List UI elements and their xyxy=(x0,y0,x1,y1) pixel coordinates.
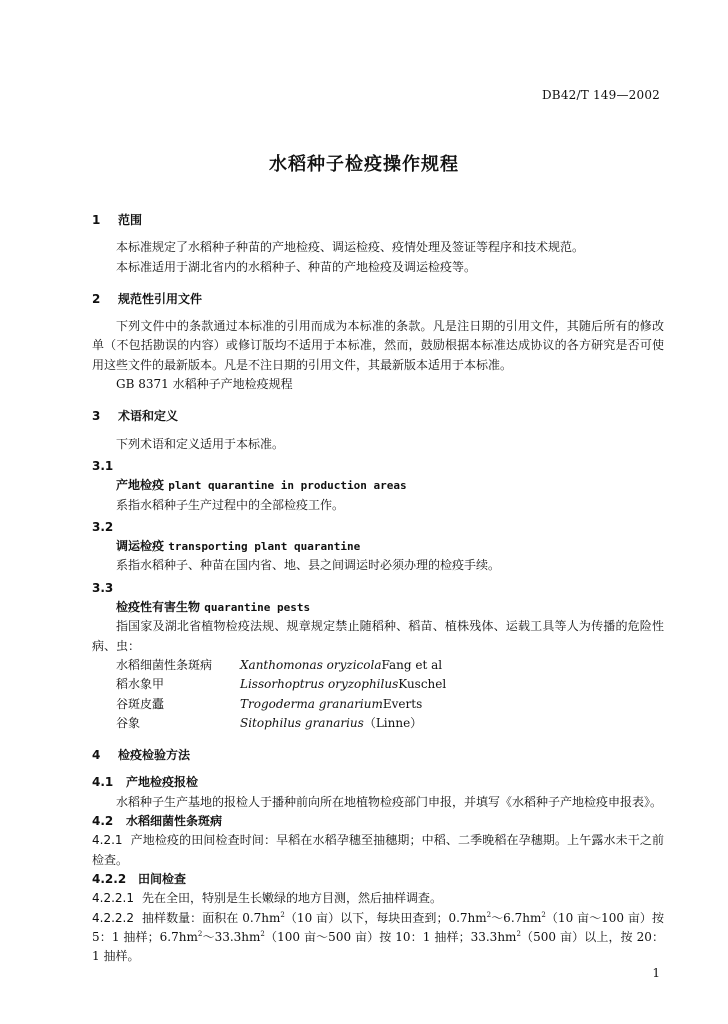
paragraph: 本标准适用于湖北省内的水稻种子、种苗的产地检疫及调运检疫等。 xyxy=(116,259,477,274)
normative-reference: GB 8371 水稻种子产地检疫规程 xyxy=(116,377,293,392)
section-heading-3: 3 术语和定义 xyxy=(92,409,179,424)
term-title: 调运检疫 transporting plant quarantine xyxy=(116,539,361,554)
term-definition: 系指水稻种子、种苗在国内省、地、县之间调运时必须办理的检疫手续。 xyxy=(116,558,501,573)
term-number: 3.3 xyxy=(92,580,114,595)
pest-row: 谷象 Sitophilus granarius （Linne） xyxy=(116,715,423,730)
clause-4-2-2-1: 4.2.2.1 先在全田，特别是生长嫩绿的地方目测，然后抽样调查。 xyxy=(92,891,442,906)
term-title: 产地检疫 plant quarantine in production areas xyxy=(116,478,407,493)
term-definition: 系指水稻种子生产过程中的全部检疫工作。 xyxy=(116,497,345,512)
subsection-heading-4-2: 4.2 水稻细菌性条斑病 xyxy=(92,814,223,829)
term-definition: 指国家及湖北省植物检疫法规、规章规定禁止随稻种、稻苗、植株残体、运载工具等人为传播的危险性病、虫： xyxy=(92,619,664,653)
standard-code: DB42/T 149—2002 xyxy=(541,88,660,102)
pest-row: 水稻细菌性条斑病 Xanthomonas oryzicola Fang et al xyxy=(116,657,443,672)
term-number: 3.1 xyxy=(92,458,114,473)
clause-4-2-2-2: 4.2.2.2 抽样数量：面积在 $0.7hm^2(10$ 亩）以下，每块田查到；$0.7hm^2\sim 6.7hm^2(10$ 亩～100 亩）按 5：1 抽样；$6.7hm^2\sim 33.3hm^2(100$ 亩～500 亩）按 10：1 抽样；$33.3hm^2(500$ 亩）以上，按 20：1 抽样。 xyxy=(92,910,664,964)
clause-4-2-1: 4.2.1 产地检疫的田间检查时间：早稻在水稻孕穗至抽穗期；中稻、二季晚稻在孕穗期。上午露水未干之前检查。 xyxy=(92,833,664,867)
section-heading-2: 2 规范性引用文件 xyxy=(92,291,203,306)
document-title: 水稻种子检疫操作规程 xyxy=(269,154,459,175)
term-title: 检疫性有害生物 quarantine pests xyxy=(116,600,311,615)
term-number: 3.2 xyxy=(92,519,114,534)
paragraph: 下列文件中的条款通过本标准的引用而成为本标准的条款。凡是注日期的引用文件，其随后所有的修改单（不包括勘误的内容）或修订版均不适用于本标准，然而，鼓励根据本标准达成协议的各方研究是否可使用这些文件的最新版本。凡是不注日期的引用文件，其最新版本适用于本标准。 xyxy=(92,319,664,372)
document-body xyxy=(92,206,664,966)
paragraph: 下列术语和定义适用于本标准。 xyxy=(116,436,285,451)
paragraph: 水稻种子生产基地的报检人于播种前向所在地植物检疫部门申报，并填写《水稻种子产地检疫申报表》。 xyxy=(116,794,663,809)
page-number: 1 xyxy=(652,966,660,980)
subsection-heading-4-2-2: 4.2.2 田间检查 xyxy=(92,871,187,886)
pest-row: 稻水象甲 Lissorhoptrus oryzophilus Kuschel xyxy=(116,677,447,692)
section-heading-4: 4 检疫检验方法 xyxy=(92,748,191,763)
pest-row: 谷斑皮蠹 Trogoderma granarium Everts xyxy=(116,696,423,711)
paragraph: 本标准规定了水稻种子种苗的产地检疫、调运检疫、疫情处理及签证等程序和技术规范。 xyxy=(116,240,585,255)
section-heading-1: 1 范围 xyxy=(92,213,143,227)
subsection-heading-4-1: 4.1 产地检疫报检 xyxy=(92,775,199,790)
